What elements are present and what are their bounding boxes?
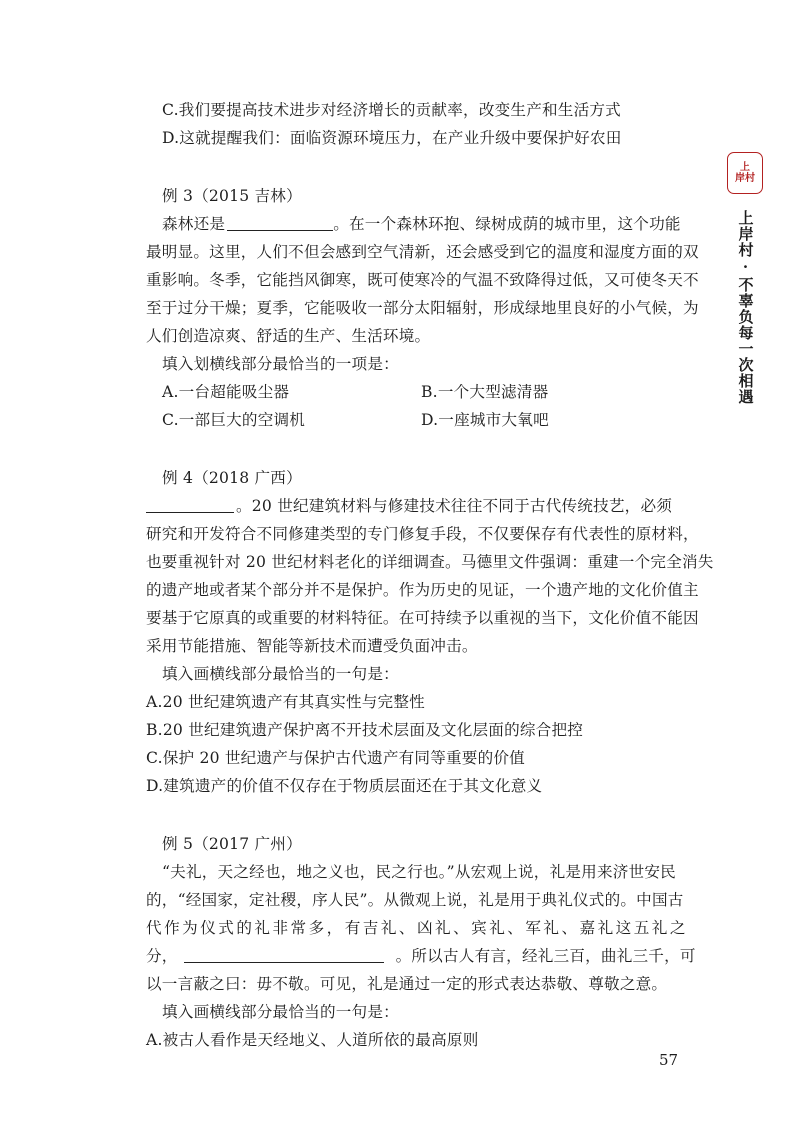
answer-blank	[146, 496, 234, 513]
example-3-prompt: 填入划横线部分最恰当的一项是：	[162, 355, 399, 373]
seal-logo-top: 上	[740, 162, 750, 173]
example-4-line-6: 采用节能措施、智能等新技术而遭受负面冲击。	[146, 637, 478, 655]
example-4-option-c: C.保护 20 世纪遗产与保护古代遗产有同等重要的价值	[146, 749, 525, 767]
example-5-char: 礼	[254, 919, 271, 937]
example-4-text-after-blank: 。20 世纪建筑材料与修建技术往往不同于古代传统技艺，必须	[236, 497, 673, 515]
example-3-line-3: 重影响。冬季，它能挡风御寒，既可使寒冷的气温不致降得过低，又可使冬天不	[146, 271, 699, 289]
example-5-char: 的	[236, 919, 253, 937]
seal-logo-bottom: 岸村	[735, 173, 755, 184]
example-4-option-b: B.20 世纪建筑遗产保护离不开技术层面及文化层面的综合把控	[146, 721, 584, 739]
example-5-char: 作	[164, 919, 180, 937]
sidebar	[722, 152, 768, 405]
example-3-line-1	[146, 210, 686, 238]
example-5-char: 礼	[597, 919, 614, 937]
example-5-line-2: 的，“经国家，定社稷，序人民”。从微观上说，礼是用于典礼仪式的。中国古	[146, 891, 684, 909]
example-3-line-4: 至于过分干燥；夏季，它能吸收一部分太阳辐射，形成绿地里良好的小气候，为	[146, 299, 699, 317]
example-5-char: 、	[507, 919, 524, 937]
example-3-options-row-2	[146, 406, 686, 434]
example-5-prompt: 填入画横线部分最恰当的一句是：	[162, 1003, 399, 1021]
example-5-text-after-blank: 。所以古人有言，经礼三百，曲礼三千，可	[395, 947, 696, 965]
sidebar-slogan: 上岸村·不辜负每一次相遇	[736, 210, 755, 405]
seal-logo	[727, 152, 763, 194]
example-4-line-2: 研究和开发符合不同修建类型的专门修复手段，不仅要保存有代表性的原材料，	[146, 525, 699, 543]
example-4-line-3: 也要重视针对 20 世纪材料老化的详细调查。马德里文件强调：重建一个完全消失	[146, 553, 714, 571]
example-3-option-d: D.一座城市大氧吧	[421, 411, 549, 429]
example-5-char: 礼	[435, 919, 451, 937]
example-5-char: 多	[308, 919, 325, 937]
example-4-option-a: A.20 世纪建筑遗产有其真实性与完整性	[146, 693, 425, 711]
example-5-text-before-blank: 分，	[146, 947, 178, 965]
example-3-option-a: A.一台超能吸尘器	[162, 383, 290, 401]
example-4-heading: 例 4（2018 广西）	[162, 469, 302, 487]
example-5-char: 常	[290, 919, 307, 937]
example-5-char: 、	[453, 919, 469, 937]
example-5-line-1: “夫礼，天之经也，地之义也，民之行也。”从宏观上说，礼是用来济世安民	[162, 863, 676, 881]
answer-blank	[227, 214, 333, 231]
example-5-char: 宾	[471, 919, 487, 937]
page-content	[146, 96, 714, 1054]
example-4-line-5: 要基于它原真的或重要的材料特征。在可持续予以重视的当下，文化价值不能因	[146, 609, 699, 627]
example-3-option-c: C.一部巨大的空调机	[162, 411, 306, 429]
example-5-line-3	[146, 914, 686, 942]
example-3-heading: 例 3（2015 吉林）	[162, 187, 302, 205]
example-5-char: 嘉	[579, 919, 596, 937]
example-4-line-1	[146, 492, 686, 520]
example-3-options-row-1	[146, 378, 686, 406]
example-5-char: 、	[398, 919, 415, 937]
example-5-char: 军	[525, 919, 542, 937]
page-number: 57	[659, 1051, 679, 1069]
example-3-option-b: B.一个大型滤清器	[421, 383, 549, 401]
example-5-char: 之	[669, 919, 686, 937]
example-5-char: 礼	[543, 919, 560, 937]
example-5-char: 吉	[362, 919, 379, 937]
example-5-char: 五	[633, 919, 650, 937]
example-3-line-5: 人们创造凉爽、舒适的生产、生活环境。	[146, 327, 431, 345]
example-5-heading: 例 5（2017 广州）	[162, 835, 302, 853]
example-5-line-4	[146, 942, 696, 970]
prev-option-d: D.这就提醒我们：面临资源环境压力，在产业升级中要保护好农田	[162, 129, 622, 147]
prev-option-c: C.我们要提高技术进步对经济增长的贡献率，改变生产和生活方式	[162, 101, 621, 119]
example-4-prompt: 填入画横线部分最恰当的一句是：	[162, 665, 399, 683]
example-5-char: 代	[146, 919, 162, 937]
example-5-char: 这	[615, 919, 632, 937]
example-5-char: 礼	[651, 919, 668, 937]
example-4-option-d: D.建筑遗产的价值不仅存在于物质层面还在于其文化意义	[146, 777, 543, 795]
example-5-char: 为	[182, 919, 198, 937]
example-5-char: 礼	[489, 919, 505, 937]
example-3-line-2: 最明显。这里，人们不但会感到空气清新，还会感受到它的温度和湿度方面的双	[146, 243, 699, 261]
example-5-char: 仪	[200, 919, 216, 937]
example-5-char: 、	[561, 919, 578, 937]
example-3-text-after-blank: 。在一个森林环抱、绿树成荫的城市里，这个功能	[333, 215, 681, 233]
example-3-text-before-blank: 森林还是	[162, 215, 226, 233]
example-5-char: ，	[326, 919, 343, 937]
example-5-line-5: 以一言蔽之曰：毋不敬。可见，礼是通过一定的形式表达恭敬、尊敬之意。	[146, 975, 668, 993]
example-5-char: 有	[344, 919, 361, 937]
example-5-char: 礼	[380, 919, 397, 937]
example-4-line-4: 的遗产地或者某个部分并不是保护。作为历史的见证，一个遗产地的文化价值主	[146, 581, 699, 599]
example-5-char: 凶	[416, 919, 433, 937]
example-5-option-a: A.被古人看作是天经地义、人道所依的最高原则	[146, 1031, 479, 1049]
answer-blank	[184, 946, 384, 963]
example-5-char: 式	[218, 919, 235, 937]
example-5-char: 非	[272, 919, 289, 937]
